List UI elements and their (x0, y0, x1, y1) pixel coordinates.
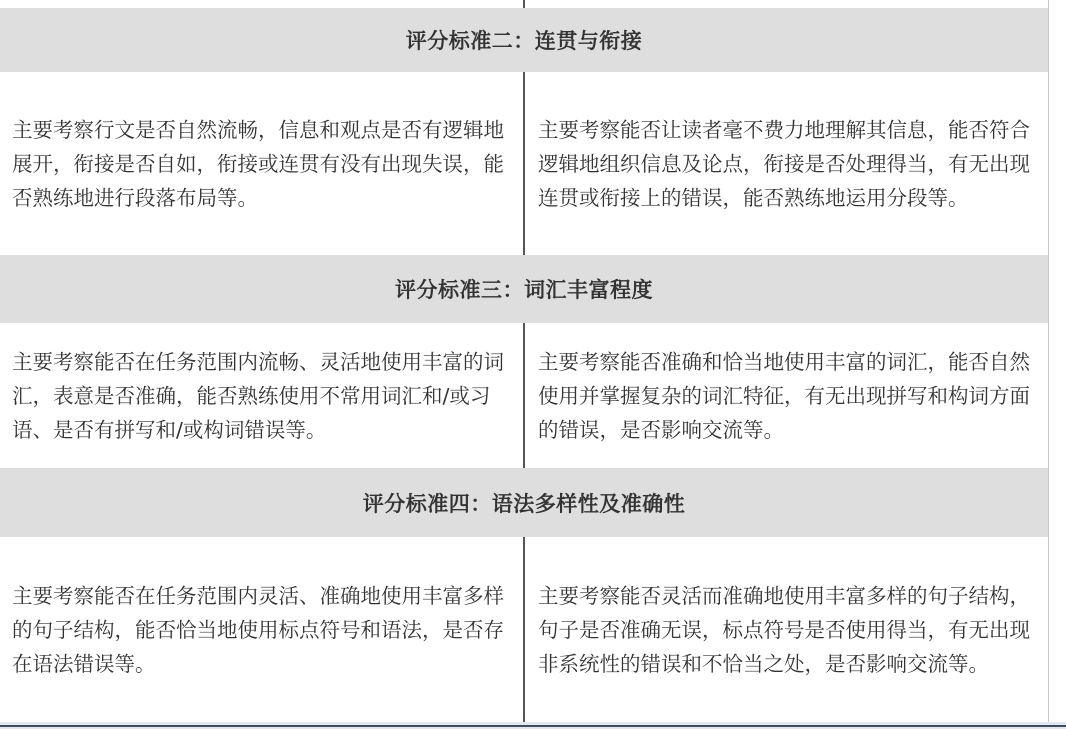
criteria-text: 主要考察行文是否自然流畅，信息和观点是否有逻辑地展开，衔接是否自如，衔接或连贯有没有出现失误，能否熟练地进行段落布局等。 (12, 117, 504, 210)
criteria-text: 主要考察能否灵活而准确地使用丰富多样的句子结构，句子是否准确无误，标点符号是否使用得当，有无出现非系统性的错误和不恰当之处，是否影响交流等。 (538, 583, 1030, 676)
section-header-3 (0, 255, 1048, 323)
bottom-edge-strip (0, 722, 1066, 729)
table-right-border (1048, 0, 1049, 722)
criteria-cell-right (525, 537, 1048, 722)
section-content-row-3 (0, 323, 1048, 468)
section-content-row-4 (0, 537, 1048, 722)
section-content-row-2 (0, 72, 1048, 255)
column-divider-top (523, 0, 525, 8)
criteria-text: 主要考察能否让读者毫不费力地理解其信息，能否符合逻辑地组织信息及论点，衔接是否处理得当，有无出现连贯或衔接上的错误，能否熟练地运用分段等。 (538, 117, 1030, 210)
section-header-2 (0, 8, 1048, 72)
criteria-text: 主要考察能否在任务范围内流畅、灵活地使用丰富的词汇，表意是否准确，能否熟练使用不常用词汇和/或习语、是否有拼写和/或构词错误等。 (12, 349, 504, 442)
criteria-cell-left (0, 323, 523, 468)
bottom-accent-line (0, 725, 1066, 727)
criteria-cell-right (525, 72, 1048, 255)
section-title: 评分标准四：语法多样性及准确性 (362, 491, 686, 516)
criteria-text: 主要考察能否准确和恰当地使用丰富的词汇，能否自然使用并掌握复杂的词汇特征，有无出现拼写和构词方面的错误，是否影响交流等。 (538, 349, 1030, 442)
section-title: 评分标准三：词汇丰富程度 (395, 278, 653, 302)
criteria-text: 主要考察能否在任务范围内灵活、准确地使用丰富多样的句子结构，能否恰当地使用标点符号和语法，是否存在语法错误等。 (12, 583, 504, 676)
section-title: 评分标准二：连贯与衔接 (405, 29, 643, 53)
criteria-cell-right (525, 323, 1048, 468)
criteria-cell-left (0, 537, 523, 722)
criteria-cell-left (0, 72, 523, 255)
section-header-4 (0, 468, 1048, 537)
